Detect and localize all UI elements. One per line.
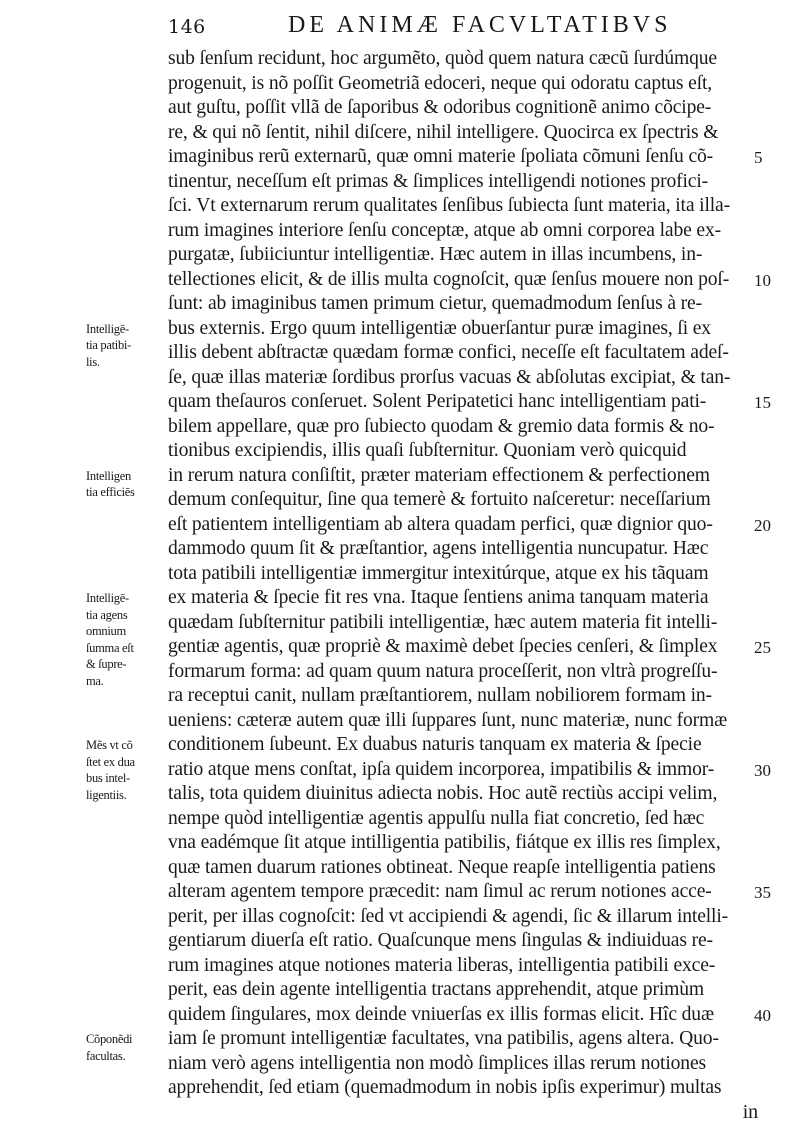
text-line: perit, eas dein agente intelligentia tractans apprehendit, atque primùm — [168, 978, 704, 1000]
margin-note-line: & ſupre- — [86, 657, 127, 671]
text-line: nempe quòd intelligentiæ agentis appulſu nulla fiat concretio, ſed hæc — [168, 806, 705, 829]
margin-note-line: ma. — [86, 673, 104, 688]
text-line: quam theſauros conſeruet. Solent Peripatetici hanc intelligentiam pati- — [168, 390, 707, 412]
text-line: bus externis. Ergo quum intelligentiæ obuerſantur puræ imagines, ſi ex — [168, 316, 711, 339]
margin-note — [86, 1031, 132, 1064]
margin-note-line: ſtet ex dua — [86, 754, 135, 769]
text-line: gentiæ agentis, quæ propriè & maximè debet ſpecies cenſeri, & ſimplex — [168, 635, 718, 657]
margin-note-line: tia efficiēs — [86, 485, 135, 499]
line-number: 20 — [754, 515, 771, 535]
line-number: 30 — [754, 760, 771, 780]
text-line: ſunt: ab imaginibus tamen primum cietur, quemadmodum ſenſus à re- — [168, 292, 702, 314]
margin-note-line: Mẽs vt cõ — [86, 738, 133, 752]
text-line: re, & qui nõ ſentit, nihil diſcere, nihil intelligere. Quocirca ex ſpectris & — [168, 120, 719, 143]
text-line: vna eadémque ſit atque intilligentia patibilis, fiátque ex illis res ſimplex, — [168, 831, 721, 853]
margin-note-line: bus intel- — [86, 771, 130, 785]
text-line: quæ tamen duarum rationes obtineat. Neque reapſe intelligentia patiens — [168, 855, 716, 878]
text-line: demum conſequitur, ſine qua temerè & fortuito naſceretur: neceſſarium — [168, 488, 711, 510]
text-line: gentiarum diuerſa eſt ratio. Quaſcunque mens ſingulas & indiuiduas re- — [168, 929, 713, 951]
text-line: ratio atque mens conſtat, ipſa quidem incorporea, impatibilis & immor- — [168, 757, 715, 780]
margin-note — [86, 321, 131, 371]
page-number: 146 — [168, 16, 206, 38]
text-line: perit, per illas cognoſcit: ſed vt accipiendi & agendi, ſic & illarum intelli- — [168, 904, 729, 927]
line-number: 40 — [754, 1005, 771, 1025]
text-line: talis, tota quidem diuinitus adiecta nobis. Hoc autẽ rectiùs accipi velim, — [168, 782, 718, 804]
text-line: ra receptui canit, nullam præſtantiorem, nullam nobiliorem formam in- — [168, 684, 712, 706]
line-number: 15 — [754, 393, 771, 412]
text-line: tinentur, neceſſum eſt primas & ſimplices intelligendi notiones profici- — [168, 169, 709, 192]
text-line: rum imagines atque notiones materia liberas, intelligentia patibili exce- — [168, 953, 716, 976]
margin-note-line: Intelligē- — [86, 591, 129, 605]
page-header — [0, 10, 800, 44]
margin-note-line: ſumma eſt — [86, 640, 134, 655]
text-line: ueniens: cæteræ autem quæ illi ſuppares ſunt, nunc materiæ, nunc formæ — [168, 708, 728, 731]
body-text — [168, 46, 768, 1124]
line-number: 5 — [754, 148, 763, 167]
margin-note-line: omnium — [86, 624, 126, 638]
text-line: niam verò agens intelligentia non modò ſimplices illas rerum notiones — [168, 1051, 707, 1074]
margin-note-line: lis. — [86, 354, 100, 369]
text-line: alteram agentem tempore præcedit: nam ſimul ac rerum notiones acce- — [168, 880, 712, 902]
margin-note — [86, 468, 135, 501]
margin-note-line: facultas. — [86, 1048, 126, 1063]
margin-note — [86, 590, 134, 689]
margin-note-line: ligentiis. — [86, 787, 127, 802]
margin-note-line: tia patibi- — [86, 338, 131, 352]
margin-note — [86, 737, 135, 803]
text-line: sub ſenſum recidunt, hoc argumẽto, quòd quem natura cæcũ ſurdúmque — [168, 47, 717, 69]
text-line: tota patibili intelligentiæ immergitur intexitúrque, atque ex his tãquam — [168, 561, 709, 584]
text-line: ex materia & ſpecie fit res vna. Itaque ſentiens anima tanquam materia — [168, 586, 709, 608]
line-number: 35 — [754, 883, 771, 902]
text-line: conditionem ſubeunt. Ex duabus naturis tanquam ex materia & ſpecie — [168, 733, 702, 755]
text-line: tellectiones elicit, & de illis multa cognoſcit, quæ ſenſus mouere non poſ- — [168, 267, 730, 290]
text-line: aut guſtu, poſſit vllã de ſaporibus & odoribus cognitionẽ animo cõcipe- — [168, 96, 712, 118]
text-line: eſt patientem intelligentiam ab altera quadam perfici, quæ dignior quo- — [168, 512, 713, 535]
text-line: quidem ſingulares, mox deinde vniuerſas ex illis formas elicit. Hîc duæ — [168, 1002, 714, 1025]
margin-note-line: tia agens — [86, 607, 128, 622]
line-number: 25 — [754, 638, 771, 657]
text-line: formarum forma: ad quam quum natura proceſſerit, non vltrà progreſſu- — [168, 659, 718, 682]
text-line: ſci. Vt externarum rerum qualitates ſenſibus ſubiecta ſunt materia, ita illa- — [168, 194, 730, 216]
text-line: rum imagines interiore ſenſu conceptæ, atque ab omni corporea labe ex- — [168, 218, 722, 241]
text-line: in — [742, 1100, 758, 1123]
text-line: dammodo quum ſit & præſtantior, agens intelligentia nuncupatur. Hæc — [168, 537, 709, 559]
text-line: in rerum natura conſiſtit, præter materiam effectionem & perfectionem — [168, 463, 710, 486]
text-line: ſe, quæ illas materiæ ſordibus prorſus vacuas & abſolutas excipiat, & tan- — [168, 365, 731, 388]
margin-note-line: Cõponẽdi — [86, 1032, 133, 1046]
text-line: illis debent abſtractæ quædam formæ confici, neceſſe eſt facultatem adeſ- — [168, 341, 729, 363]
text-line: iam ſe promunt intelligentiæ facultates, vna patibilis, agens altera. Quo- — [168, 1027, 719, 1049]
margin-note-line: Intelligē- — [86, 321, 129, 336]
line-number: 10 — [754, 270, 771, 290]
text-line: quædam ſubſternitur patibili intelligentiæ, hæc autem materia fit intelli- — [168, 610, 718, 633]
text-line: purgatæ, ſubiiciuntur intelligentiæ. Hæc autem in illas incumbens, in- — [168, 243, 703, 265]
text-line: imaginibus rerũ externarũ, quæ omni materie ſpoliata cõmuni ſenſu cõ- — [168, 145, 714, 167]
text-line: progenuit, is nõ poſſit Geometriã edoceri, neque qui odoratu captus eſt, — [168, 71, 713, 94]
text-line: bilem appellare, quæ pro ſubiecto quodam & gremio data formis & no- — [168, 414, 715, 437]
text-line: apprehendit, ſed etiam (quemadmodum in nobis ipſis experimur) multas — [168, 1076, 722, 1098]
margin-note-line: Intelligen — [86, 468, 131, 483]
text-line: tionibus excipiendis, illis quaſi ſubſternitur. Quoniam verò quicquid — [168, 439, 687, 461]
running-title: DE ANIMÆ FACVLTATIBVS — [288, 12, 672, 38]
